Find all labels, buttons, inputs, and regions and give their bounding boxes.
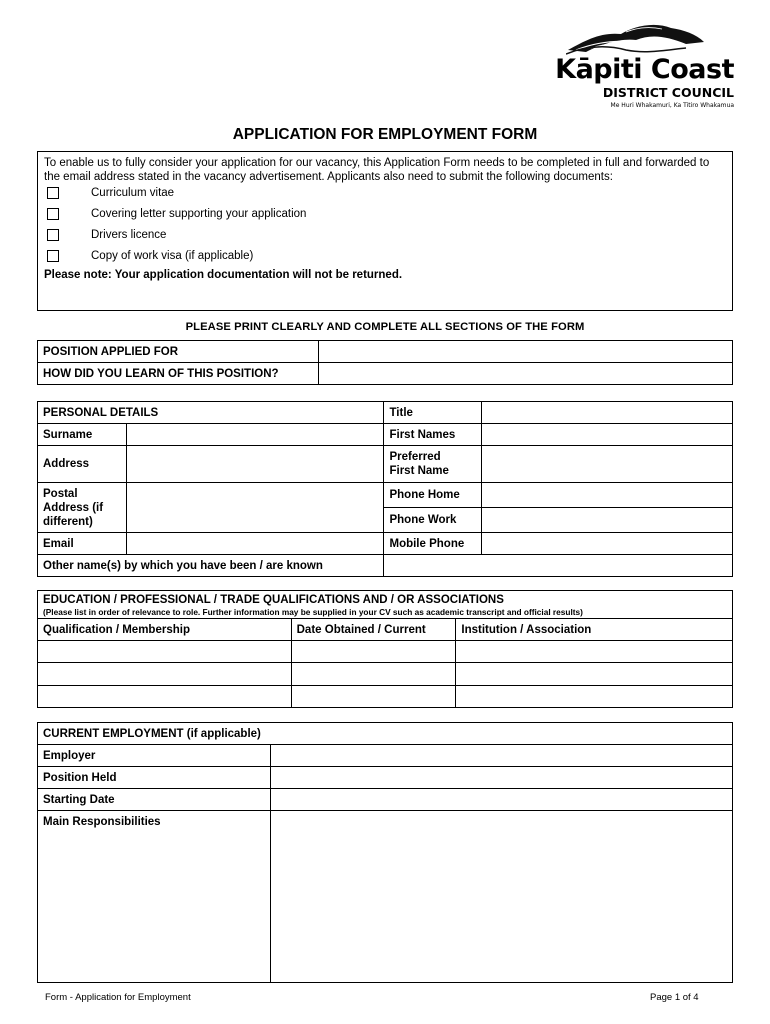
mountain-wave-icon bbox=[566, 20, 706, 56]
intro-box bbox=[37, 151, 733, 311]
qualification-field[interactable] bbox=[38, 641, 292, 663]
mobile-phone-field[interactable] bbox=[482, 533, 733, 555]
checkbox-covering-letter[interactable] bbox=[47, 208, 59, 220]
responsibilities-field[interactable] bbox=[270, 811, 732, 983]
education-heading bbox=[38, 591, 733, 619]
table-row bbox=[38, 663, 733, 686]
personal-details-heading: PERSONAL DETAILS bbox=[38, 402, 384, 424]
starting-date-label: Starting Date bbox=[38, 789, 271, 811]
employment-heading: CURRENT EMPLOYMENT (if applicable) bbox=[38, 723, 733, 745]
institution-field[interactable] bbox=[456, 686, 733, 708]
position-held-field[interactable] bbox=[270, 767, 732, 789]
position-table bbox=[37, 340, 733, 385]
phone-home-field[interactable] bbox=[482, 483, 733, 508]
logo-subtitle: DISTRICT COUNCIL bbox=[602, 85, 734, 100]
phone-work-label: Phone Work bbox=[384, 508, 482, 533]
date-field[interactable] bbox=[291, 663, 456, 686]
phone-home-label: Phone Home bbox=[384, 483, 482, 508]
personal-details-table bbox=[37, 401, 733, 577]
institution-field[interactable] bbox=[456, 641, 733, 663]
print-instruction: PLEASE PRINT CLEARLY AND COMPLETE ALL SECTIONS OF THE FORM bbox=[185, 321, 585, 333]
postal-address-label-line: Address (if bbox=[43, 501, 104, 514]
documentation-note: Please note: Your application documentation will not be returned. bbox=[44, 269, 403, 281]
checklist-label: Drivers licence bbox=[91, 229, 167, 241]
mobile-phone-label: Mobile Phone bbox=[384, 533, 482, 555]
postal-address-label-line: Postal bbox=[43, 487, 78, 500]
qualification-field[interactable] bbox=[38, 686, 292, 708]
other-names-field[interactable] bbox=[384, 555, 733, 577]
checklist-item bbox=[44, 205, 726, 226]
council-logo bbox=[536, 20, 736, 112]
position-applied-field[interactable] bbox=[318, 341, 732, 363]
checklist-label: Curriculum vitae bbox=[91, 187, 175, 199]
title-field[interactable] bbox=[482, 402, 733, 424]
phone-work-field[interactable] bbox=[482, 508, 733, 533]
checklist-item bbox=[44, 226, 726, 247]
responsibilities-label: Main Responsibilities bbox=[38, 811, 271, 983]
how-learned-field[interactable] bbox=[318, 363, 732, 385]
preferred-name-label bbox=[384, 446, 482, 483]
checklist-item bbox=[44, 184, 726, 205]
table-row bbox=[38, 686, 733, 708]
postal-address-label-line: different) bbox=[43, 515, 93, 528]
column-header-qualification: Qualification / Membership bbox=[38, 619, 292, 641]
first-names-label: First Names bbox=[384, 424, 482, 446]
employer-label: Employer bbox=[38, 745, 271, 767]
page-title: APPLICATION FOR EMPLOYMENT FORM bbox=[232, 126, 538, 143]
address-label: Address bbox=[38, 446, 127, 483]
education-heading-text: EDUCATION / PROFESSIONAL / TRADE QUALIFICATIONS AND / OR ASSOCIATIONS bbox=[43, 593, 504, 606]
qualification-field[interactable] bbox=[38, 663, 292, 686]
checklist-item bbox=[44, 247, 726, 268]
checkbox-drivers-licence[interactable] bbox=[47, 229, 59, 241]
how-learned-label: HOW DID YOU LEARN OF THIS POSITION? bbox=[38, 363, 319, 385]
title-label: Title bbox=[384, 402, 482, 424]
footer-page-number: Page 1 of 4 bbox=[650, 992, 699, 1003]
employer-field[interactable] bbox=[270, 745, 732, 767]
checklist-label: Copy of work visa (if applicable) bbox=[91, 250, 254, 262]
postal-address-field[interactable] bbox=[126, 483, 384, 533]
email-field[interactable] bbox=[126, 533, 384, 555]
checkbox-cv[interactable] bbox=[47, 187, 59, 199]
postal-address-label bbox=[38, 483, 127, 533]
position-held-label: Position Held bbox=[38, 767, 271, 789]
institution-field[interactable] bbox=[456, 663, 733, 686]
education-subheading: (Please list in order of relevance to role. Further information may be supplied in your CV such as academic transcript and official results) bbox=[43, 606, 583, 617]
footer-form-name: Form - Application for Employment bbox=[45, 992, 191, 1003]
surname-label: Surname bbox=[38, 424, 127, 446]
date-field[interactable] bbox=[291, 641, 456, 663]
preferred-name-label-line: First Name bbox=[389, 465, 449, 477]
employment-table bbox=[37, 722, 733, 983]
logo-tagline: Me Huri Whakamuri, Ka Titiro Whakamua bbox=[610, 102, 734, 109]
surname-field[interactable] bbox=[126, 424, 384, 446]
preferred-name-field[interactable] bbox=[482, 446, 733, 483]
email-label: Email bbox=[38, 533, 127, 555]
column-header-institution: Institution / Association bbox=[456, 619, 733, 641]
position-applied-label: POSITION APPLIED FOR bbox=[38, 341, 319, 363]
other-names-label: Other name(s) by which you have been / are known bbox=[38, 555, 384, 577]
intro-text: To enable us to fully consider your application for our vacancy, this Application Form needs to be completed in full and forwarded to the email address stated in the vacancy advertisement. Applicants also need to submit the following documents: bbox=[44, 157, 710, 183]
first-names-field[interactable] bbox=[482, 424, 733, 446]
date-field[interactable] bbox=[291, 686, 456, 708]
table-row bbox=[38, 641, 733, 663]
preferred-name-label-line: Preferred bbox=[389, 451, 441, 463]
starting-date-field[interactable] bbox=[270, 789, 732, 811]
logo-name: Kāpiti Coast bbox=[555, 54, 734, 85]
checkbox-work-visa[interactable] bbox=[47, 250, 59, 262]
column-header-date: Date Obtained / Current bbox=[291, 619, 456, 641]
address-field[interactable] bbox=[126, 446, 384, 483]
education-table bbox=[37, 590, 733, 708]
checklist-label: Covering letter supporting your application bbox=[91, 208, 307, 220]
